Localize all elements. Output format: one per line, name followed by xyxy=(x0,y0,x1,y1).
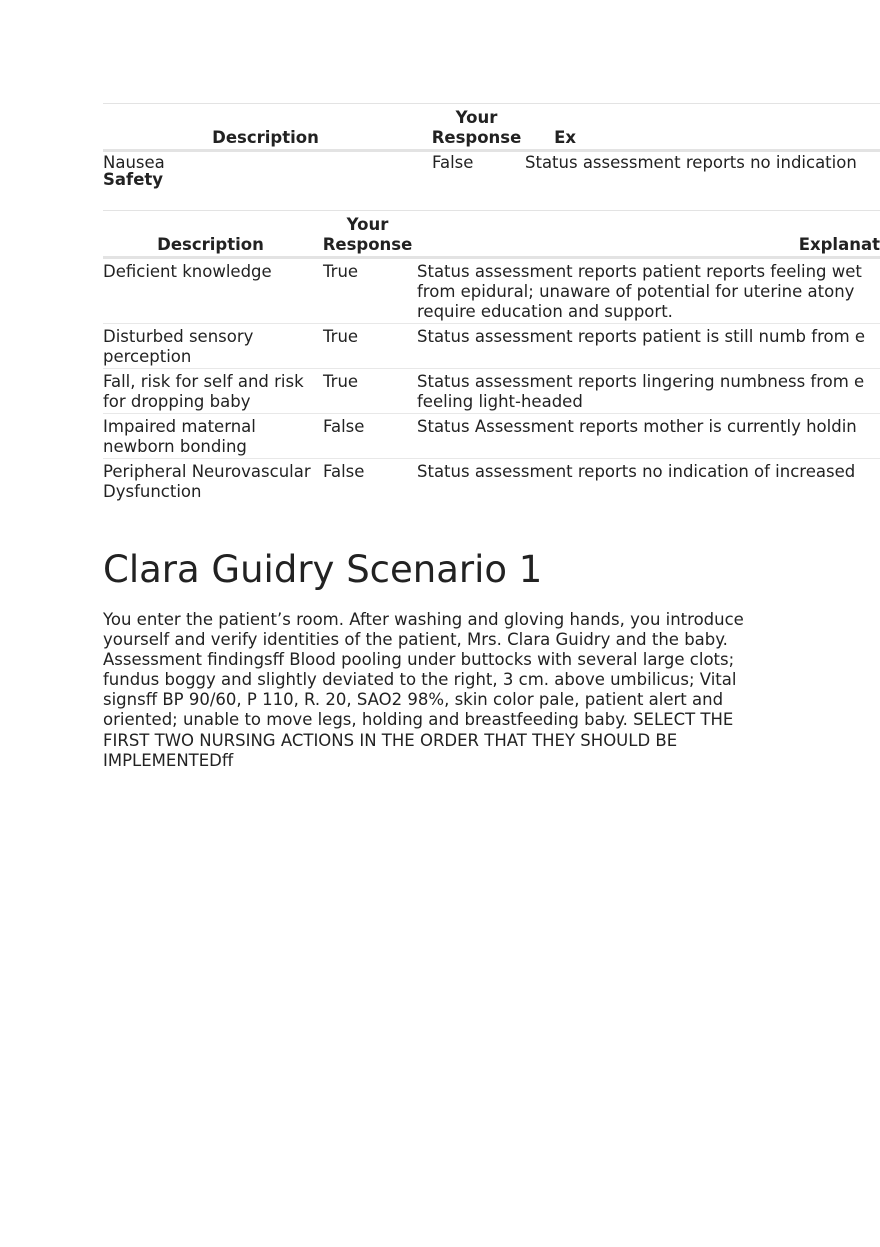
row-response: True xyxy=(323,372,359,391)
row-explanation: Status assessment reports lingering numbness from e feeling light-headed xyxy=(417,372,865,411)
diagnosis-table-top xyxy=(103,103,880,175)
row-explanation: Status assessment reports patient reports feeling wet from epidural; unaware of potential for uterine atony require education and support. xyxy=(417,262,862,321)
table-row xyxy=(103,324,880,369)
response-header: Your Response xyxy=(322,215,413,254)
row-explanation: Status assessment reports no indication xyxy=(525,153,857,172)
table-row xyxy=(103,151,880,176)
diagnosis-table-safety xyxy=(103,210,880,503)
row-description: Peripheral Neurovascular Dysfunction xyxy=(103,462,311,501)
table-header-row xyxy=(103,211,880,258)
row-response: True xyxy=(323,327,359,346)
row-description: Deficient knowledge xyxy=(103,262,272,281)
row-description: Disturbed sensory perception xyxy=(103,327,254,366)
table-row xyxy=(103,369,880,414)
explanation-header: Ex xyxy=(554,128,576,147)
row-response: False xyxy=(323,462,365,481)
row-explanation: Status Assessment reports mother is currently holdin xyxy=(417,417,857,436)
response-header: Your Response xyxy=(431,108,522,147)
description-header: Description xyxy=(212,128,319,147)
scenario-title: Clara Guidry Scenario 1 xyxy=(103,548,543,591)
table-row xyxy=(103,258,880,324)
row-explanation: Status assessment reports patient is still numb from e xyxy=(417,327,866,346)
row-response: True xyxy=(323,262,359,281)
section-heading-safety: Safety xyxy=(103,170,164,189)
row-description: Fall, risk for self and risk for dropping baby xyxy=(103,372,304,411)
table-header-row xyxy=(103,104,880,151)
row-description: Nausea xyxy=(103,153,165,172)
table-row xyxy=(103,459,880,504)
description-header: Description xyxy=(157,235,264,254)
row-response: False xyxy=(323,417,365,436)
row-response: False xyxy=(432,153,474,172)
scenario-body: You enter the patient’s room. After washing and gloving hands, you introduce yourself and verify identities of the patient, Mrs. Clara Guidry and the baby. Assessment findingsff Blood pooling under buttocks with several large clots; fundus boggy and slightly deviated to the right, 3 cm. above umbilicus; Vital signsff BP 90/60, P 110, R. 20, SAO2 98%, skin color pale, patient alert and oriented; unable to move legs, holding and breastfeeding baby. SELECT THE FIRST TWO NURSING ACTIONS IN THE ORDER THAT THEY SHOULD BE IMPLEMENTEDff xyxy=(103,610,744,770)
explanation-header: Explanat xyxy=(798,235,880,254)
table-row xyxy=(103,414,880,459)
row-explanation: Status assessment reports no indication of increased xyxy=(417,462,856,481)
row-description: Impaired maternal newborn bonding xyxy=(103,417,256,456)
